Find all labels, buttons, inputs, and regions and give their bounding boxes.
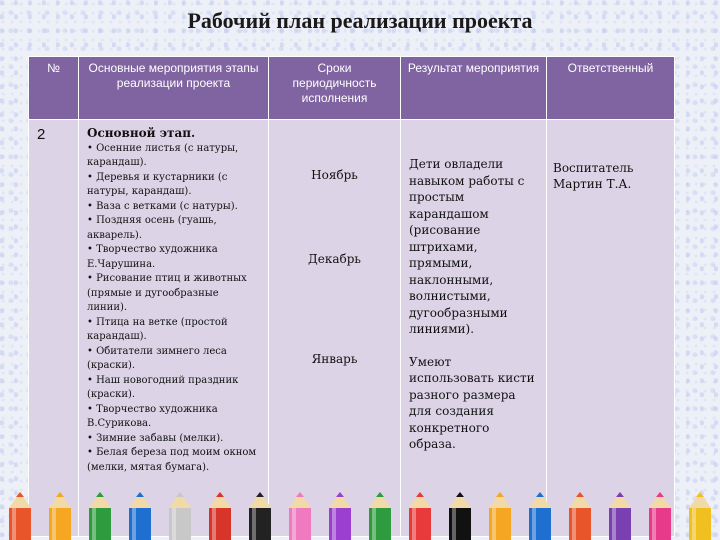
pencil-icon — [89, 492, 111, 540]
list-item: • Зимние забавы (мелки). — [87, 432, 260, 447]
list-item: • Творчество художника В.Сурикова. — [87, 403, 260, 432]
list-item: • Творчество художника Е.Чарушина. — [87, 243, 260, 272]
stage-title: Основной этап. — [87, 126, 196, 140]
project-plan-table — [28, 56, 675, 537]
table-row — [29, 120, 675, 537]
pencil-icon — [489, 492, 511, 540]
header-number: № — [29, 57, 79, 120]
list-item: • Ваза с ветками (с натуры). — [87, 200, 260, 215]
terms-cell — [269, 120, 401, 537]
pencil-icon — [649, 492, 671, 540]
pencil-icon — [449, 492, 471, 540]
header-responsible: Ответственный — [547, 57, 675, 120]
pencil-icon — [169, 492, 191, 540]
page-title: Рабочий план реализации проекта — [187, 8, 533, 33]
term-january: Январь — [311, 352, 358, 366]
pencil-icon — [409, 492, 431, 540]
list-item: • Осенние листья (с натуры, карандаш). — [87, 142, 260, 171]
events-list — [87, 142, 260, 476]
pencil-icon — [129, 492, 151, 540]
result-text-1: Дети овладели навыком работы с простым карандашом (рисование штрихами, прямыми, наклонными, волнистыми, дугообразными линиями). — [409, 157, 525, 336]
pencil-icon — [49, 492, 71, 540]
term-december: Декабрь — [308, 252, 361, 266]
row-number: 2 — [29, 120, 79, 537]
list-item: • Птица на ветке (простой карандаш). — [87, 316, 260, 345]
list-item: • Деревья и кустарники (с натуры, карандаш). — [87, 171, 260, 200]
events-cell — [79, 120, 269, 537]
pencil-icon — [369, 492, 391, 540]
result-cell — [401, 120, 547, 537]
table-header-row — [29, 57, 675, 120]
list-item: • Наш новогодний праздник (краски). — [87, 374, 260, 403]
pencil-icon — [209, 492, 231, 540]
list-item: • Рисование птиц и животных (прямые и дугообразные линии). — [87, 272, 260, 316]
header-result: Результат мероприятия — [401, 57, 547, 120]
result-text-2: Умеют использовать кисти разного размера для создания конкретного образа. — [409, 354, 535, 451]
pencil-icon — [689, 492, 711, 540]
pencil-icon — [329, 492, 351, 540]
pencils-decoration — [0, 492, 720, 540]
header-events: Основные мероприятия этапы реализации проекта — [79, 57, 269, 120]
pencil-icon — [249, 492, 271, 540]
pencil-icon — [569, 492, 591, 540]
header-terms: Сроки периодичность исполнения — [269, 57, 401, 120]
list-item: • Белая береза под моим окном (мелки, мятая бумага). — [87, 446, 260, 475]
pencil-icon — [529, 492, 551, 540]
pencil-icon — [9, 492, 31, 540]
pencil-icon — [289, 492, 311, 540]
responsible-cell: Воспитатель Мартин Т.А. — [547, 120, 675, 537]
list-item: • Обитатели зимнего леса (краски). — [87, 345, 260, 374]
list-item: • Поздняя осень (гуашь, акварель). — [87, 214, 260, 243]
pencil-icon — [609, 492, 631, 540]
term-november: Ноябрь — [311, 168, 358, 182]
